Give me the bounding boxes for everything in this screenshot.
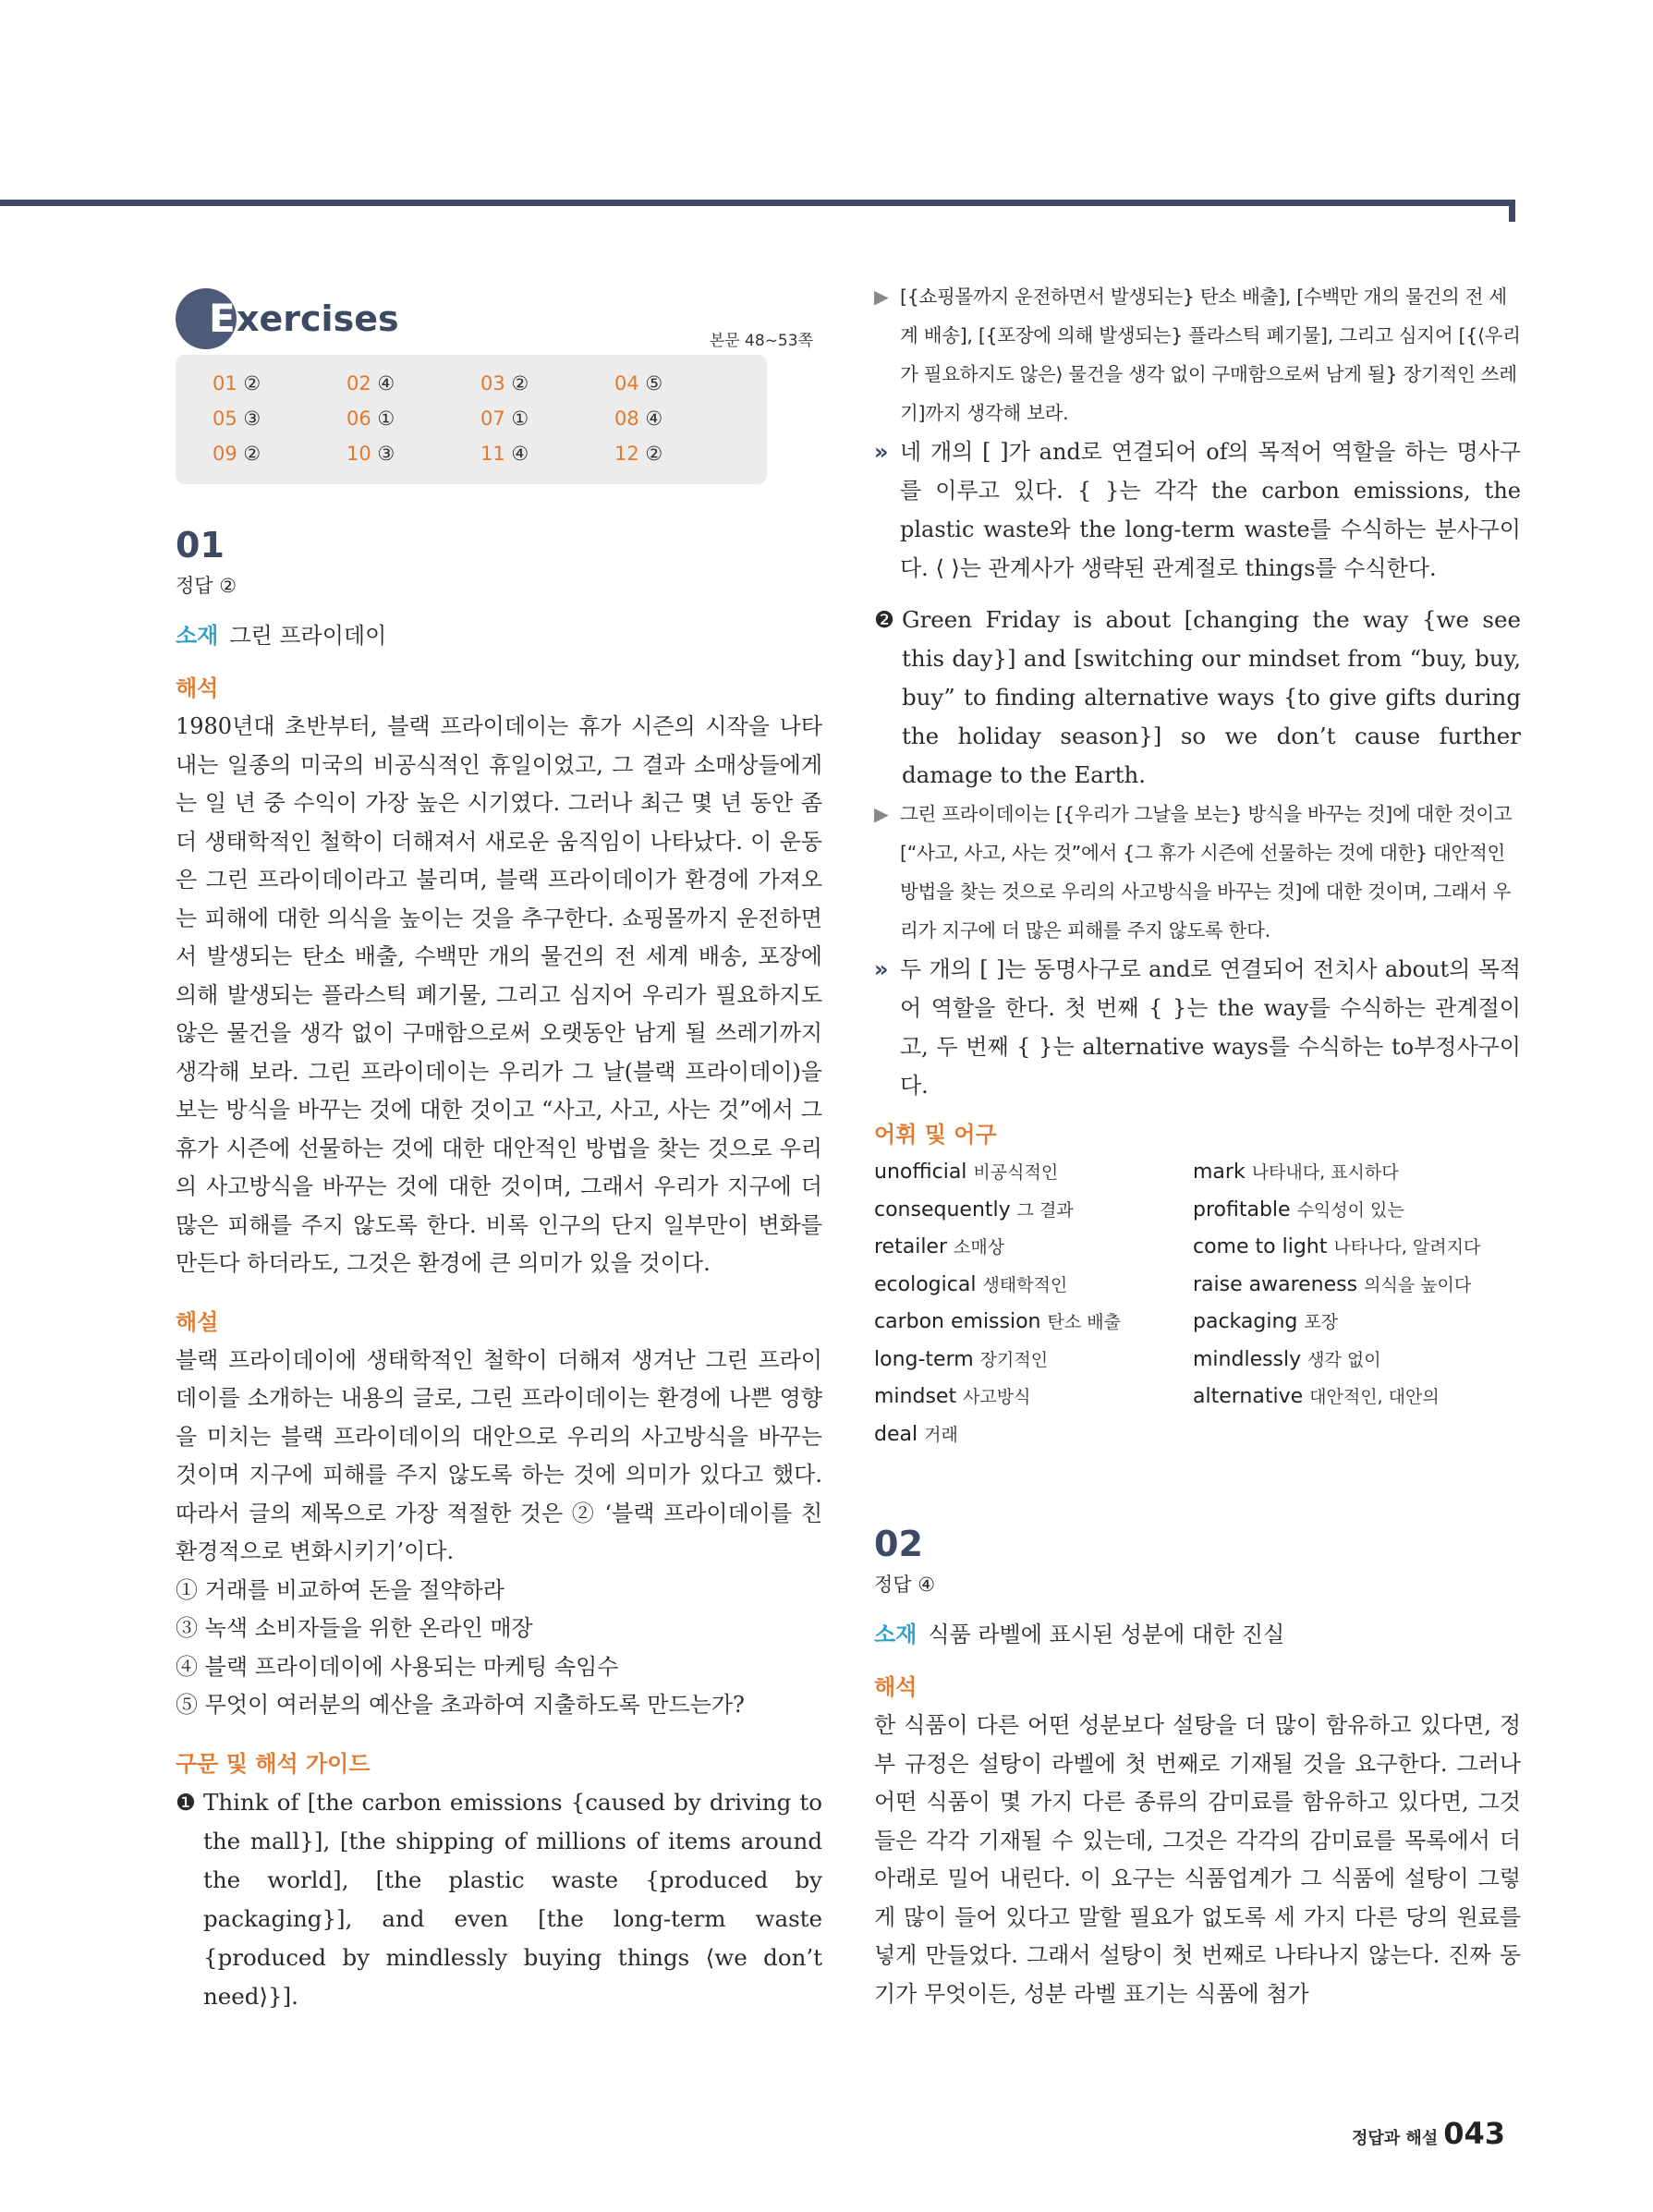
vocab-item: come to light 나타나다, 알려지다 [1193,1235,1481,1258]
choice-item: ③ 녹색 소비자들을 위한 온라인 매장 [176,1615,533,1641]
vocab-item: packaging 포장 [1193,1310,1339,1333]
page-footer [1352,2116,1505,2151]
grammar-note-2 [874,950,1521,1105]
vocab-item: deal 거래 [874,1422,958,1446]
question-number: 01 [176,525,225,565]
page-number: 043 [1443,2116,1505,2151]
guide-translation-1 [874,277,1521,432]
right-column [874,277,1521,2013]
choice-item: ⑤ 무엇이 여러분의 예산을 초과하여 지출하도록 만드는가? [176,1692,745,1718]
triangle-bullet-icon: ▶ [874,286,889,308]
vocab-item: alternative 대안적인, 대안의 [1193,1385,1440,1408]
choice-item: ① 거래를 비교하여 돈을 절약하라 [176,1576,504,1603]
topic-line [176,617,822,650]
answer-key-item: 08 ④ [614,407,663,430]
exercises-header [176,277,822,349]
answer-key-item: 03 ② [480,372,529,395]
answer-key-box [176,355,767,484]
vocab-item: raise awareness 의식을 높이다 [1193,1272,1472,1296]
answer-key-item: 01 ② [213,372,261,395]
double-chevron-icon: » [874,956,889,982]
guide-title: 구문 및 해석 가이드 [176,1750,371,1777]
korean-translation: 그린 프라이데이는 [{우리가 그날을 보는} 방식을 바꾸는 것]에 대한 것이고 [“사고, 사고, 사는 것”에서 {그 휴가 시즌에 선물하는 것에 대한} 대안적인 방법을 찾는 것으로 우리의 사고방식을 바꾸는 것]에 대한 것이며, 그래서 우리가 지구에 더 많은 피해를 주지 않도록 한다. [900,803,1513,942]
vocab-item: carbon emission 탄소 배출 [874,1310,1121,1333]
korean-translation: [{쇼핑몰까지 운전하면서 발생되는} 탄소 배출], [수백만 개의 물건의 전 세계 배송], [{포장에 의해 발생되는} 플라스틱 폐기물], 그리고 심지어 [{⟨우리가 필요하지도 않은⟩ 물건을 생각 없이 구매함으로써 남게 될} 장기적인 쓰레기]까지 생각해 보라. [900,286,1521,424]
vocab-item: consequently 그 결과 [874,1197,1074,1221]
question-02 [874,1522,1521,2013]
topic-label: 소재 [874,1622,918,1647]
english-sentence: Think of [the carbon emissions {caused by driving to the mall}], [the shipping of millions of items around the world], [the plastic waste {produced by packaging}], and even [the long-term waste {produced by mindlessly buying things ⟨we don’t need⟩}]. [203,1788,822,2010]
exercises-title-initial: E [209,296,236,341]
translation-text: 1980년대 초반부터, 블랙 프라이데이는 휴가 시즌의 시작을 나타내는 일종의 미국의 비공식적인 휴일이었고, 그 결과 소매상들에게는 일 년 중 수익이 가장 높은 시기였다. 그러나 최근 몇 년 동안 좀 더 생태학적인 철학이 더해져서 새로운 움직임이 나타났다. 이 운동은 그린 프라이데이라고 불리며, 블랙 프라이데이가 환경에 가져오는 피해에 대한 의식을 높이는 것을 추구한다. 쇼핑몰까지 운전하면서 발생되는 탄소 배출, 수백만 개의 물건의 전 세계 배송, 포장에 의해 발생되는 플라스틱 폐기물, 그리고 심지어 우리가 필요하지도 않은 물건을 생각 없이 구매함으로써 오랫동안 남게 될 쓰레기까지 생각해 보라. 그린 프라이데이는 우리가 그 날(블랙 프라이데이)을 보는 방식을 바꾸는 것에 대한 것이고 “사고, 사고, 사는 것”에서 그 휴가 시즌에 선물하는 것에 대한 대안적인 방법을 찾는 것으로 우리의 사고방식을 바꾸는 것에 대한 것이며, 그래서 우리가 지구에 더 많은 피해를 주지 않도록 한다. 비록 인구의 단지 일부만이 변화를 만든다 하더라도, 그것은 환경에 큰 의미가 있을 것이다. [176,713,822,1276]
answer-key-item: 07 ① [480,407,529,430]
vocab-list [874,1154,1521,1453]
choice-item: ④ 블랙 프라이데이에 사용되는 마케팅 속임수 [176,1653,619,1680]
translation-title: 해석 [874,1674,918,1700]
top-rule [0,200,1515,206]
vocab-item: unofficial 비공식적인 [874,1161,1059,1184]
circled-number: ❷ [874,606,894,633]
triangle-bullet-icon: ▶ [874,803,889,825]
guide-sentence-1 [176,1783,822,2016]
answer-key-item: 11 ④ [480,443,529,465]
footer-label: 정답과 해설 [1351,2129,1439,2148]
vocab-item: retailer 소매상 [874,1235,1005,1258]
vocab-item: profitable 수익성이 있는 [1193,1197,1404,1221]
double-chevron-icon: » [874,439,889,465]
answer-key-item: 09 ② [213,443,261,465]
english-sentence: Green Friday is about [changing the way {we see this day}] and [switching our mindset from “buy, buy, buy” to finding alternative ways {to give gifts during the holiday season}] so we don’t cause further damage to the Earth. [902,606,1521,788]
vocab-item: ecological 생태학적인 [874,1272,1068,1296]
exercises-title: xercises [237,298,399,339]
answer-key-item: 06 ① [346,407,395,430]
grammar-note-text: 두 개의 [ ]는 동명사구로 and로 연결되어 전치사 about의 목적어 역할을 한다. 첫 번째 { }는 the way를 수식하는 관계절이고, 두 번째 { }는 alternative ways를 수식하는 to부정사구이다. [900,956,1521,1099]
vocab-item: mindset 사고방식 [874,1385,1031,1408]
question-01 [176,523,822,2016]
answer-key-item: 05 ③ [213,407,261,430]
guide-sentence-2 [874,601,1521,795]
answer-key-item: 10 ③ [346,443,395,465]
circled-number: ❶ [176,1788,196,1816]
page-reference: 본문 48~53쪽 [709,332,813,350]
explanation-title: 해설 [176,1308,219,1335]
topic-text: 그린 프라이데이 [229,623,387,649]
vocab-item: mindlessly 생각 없이 [1193,1347,1381,1371]
vocab-item: mark 나타내다, 표시하다 [1193,1161,1399,1184]
guide-translation-2 [874,795,1521,950]
topic-text: 식품 라벨에 표시된 성분에 대한 진실 [928,1622,1285,1647]
explanation-text: 블랙 프라이데이에 생태학적인 철학이 더해져 생겨난 그린 프라이데이를 소개하는 내용의 글로, 그린 프라이데이는 환경에 나쁜 영향을 미치는 블랙 프라이데이의 대안으로 우리의 사고방식을 바꾸는 것이며 지구에 피해를 주지 않도록 하는 것에 의미가 있다고 했다. 따라서 글의 제목으로 가장 적절한 것은 ② ‘블랙 프라이데이를 친환경적으로 변화시키기’이다. [176,1346,822,1564]
top-rule-tick [1509,200,1515,222]
answer-key-item: 04 ⑤ [614,372,663,395]
grammar-note-1 [874,432,1521,588]
left-column [176,277,822,2016]
topic-line [874,1616,1521,1648]
vocab-item: long-term 장기적인 [874,1347,1049,1371]
translation-text: 한 식품이 다른 어떤 성분보다 설탕을 더 많이 함유하고 있다면, 정부 규정은 설탕이 라벨에 첫 번째로 기재될 것을 요구한다. 그러나 어떤 식품이 몇 가지 다른 종류의 감미료를 함유하고 있다면, 그것들은 각각 기재될 수 있는데, 그것은 각각의 감미료를 목록에서 더 아래로 밀어 내린다. 이 요구는 식품업계가 그 식품에 설탕이 그렇게 많이 들어 있다고 말할 필요가 없도록 세 가지 다른 당의 원료를 넣게 만들었다. 그래서 설탕이 첫 번째로 나타나지 않는다. 진짜 동기가 무엇이든, 성분 라벨 표기는 식품에 첨가 [874,1712,1521,2007]
grammar-note-text: 네 개의 [ ]가 and로 연결되어 of의 목적어 역할을 하는 명사구를 이루고 있다. { }는 각각 the carbon emissions, the plastic waste와 the long-term waste를 수식하는 분사구이다. ⟨ ⟩는 관계사가 생략된 관계절로 things를 수식한다. [900,439,1521,581]
answer-line: 정답 ④ [874,1574,936,1596]
answer-line: 정답 ② [176,575,237,597]
topic-label: 소재 [176,623,219,649]
answer-key-item: 02 ④ [346,372,395,395]
answer-key-item: 12 ② [614,443,663,465]
question-number: 02 [874,1524,923,1564]
vocab-title: 어휘 및 어구 [874,1122,997,1148]
translation-title: 해석 [176,675,219,701]
